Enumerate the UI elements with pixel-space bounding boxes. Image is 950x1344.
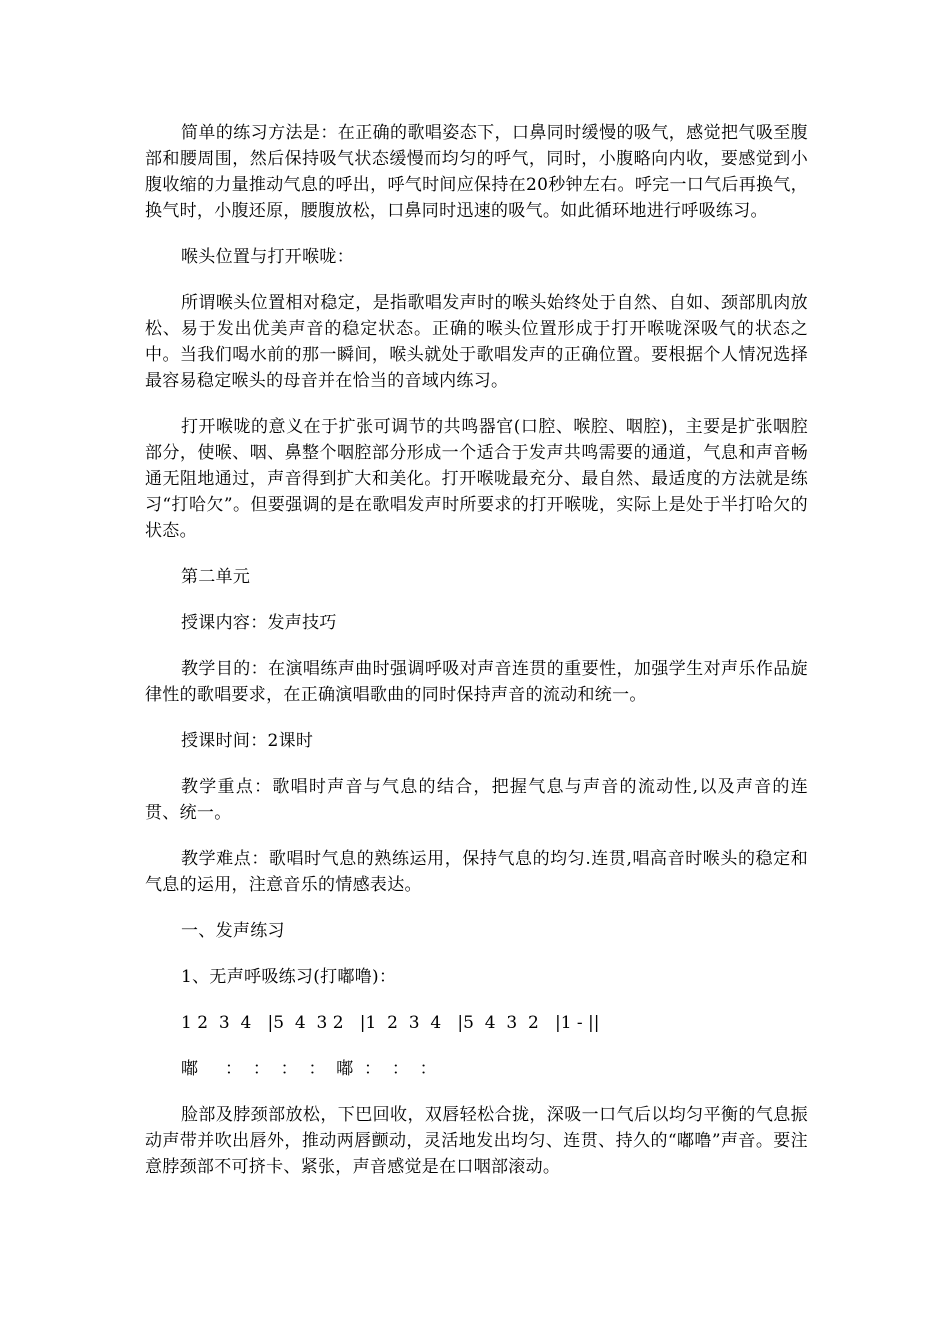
paragraph-lip-trill: 脸部及脖颈部放松，下巴回收，双唇轻松合拢，深吸一口气后以均匀平衡的气息振动声带并吹出唇外，推动两唇颤动，灵活地发出均匀、连贯、持久的“嘟噜”声音。要注意脖颈部不可挤卡、紧张，声音感觉是在口咽部滚动。 [145, 1105, 808, 1177]
notation-line: 1 2 3 4 |5 4 3 2 |1 2 3 4 |5 4 3 2 |1 - || [181, 1013, 600, 1033]
unit-heading: 第二单元 [181, 567, 251, 587]
exercise-heading: 1、无声呼吸练习(打嘟噜)： [181, 967, 397, 987]
teaching-objective: 教学目的：在演唱练声曲时强调呼吸对声音连贯的重要性，加强学生对声乐作品旋律性的歌唱要求，在正确演唱歌曲的同时保持声音的流动和统一。 [145, 659, 808, 705]
paragraph-larynx-position: 所谓喉头位置相对稳定，是指歌唱发声时的喉头始终处于自然、自如、颈部肌肉放松、易于发出优美声音的稳定状态。正确的喉头位置形成于打开喉咙深吸气的状态之中。当我们喝水前的那一瞬间，喉头就处于歌唱发声的正确位置。要根据个人情况选择最容易稳定喉头的母音并在恰当的音域内练习。 [145, 293, 808, 391]
course-duration: 授课时间：2课时 [181, 731, 314, 751]
paragraph-breathing-method: 简单的练习方法是：在正确的歌唱姿态下，口鼻同时缓慢的吸气，感觉把气吸至腹部和腰周围，然后保持吸气状态缓慢而均匀的呼气，同时，小腹略向内收，要感觉到小腹收缩的力量推动气息的呼出，呼气时间应保持在20秒钟左右。呼完一口气后再换气，换气时，小腹还原，腰腹放松，口鼻同时迅速的吸气。如此循环地进行呼吸练习。 [145, 123, 808, 221]
paragraph-larynx-heading: 喉头位置与打开喉咙： [181, 247, 354, 267]
teaching-focus: 教学重点：歌唱时声音与气息的结合，把握气息与声音的流动性,以及声音的连贯、统一。 [145, 777, 808, 823]
course-content: 授课内容：发声技巧 [181, 613, 337, 633]
lyric-line: 嘟 ： ： ： ： 嘟 ： ： ： [181, 1059, 437, 1079]
paragraph-open-throat: 打开喉咙的意义在于扩张可调节的共鸣器官(口腔、喉腔、咽腔)，主要是扩张咽腔部分，使喉、咽、鼻整个咽腔部分形成一个适合于发声共鸣需要的通道，气息和声音畅通无阻地通过，声音得到扩大和美化。打开喉咙最充分、最自然、最适度的方法就是练习“打哈欠”。但要强调的是在歌唱发声时所要求的打开喉咙，实际上是处于半打哈欠的状态。 [145, 417, 808, 541]
section-heading-vocal-practice: 一、发声练习 [181, 921, 285, 941]
teaching-difficulty: 教学难点：歌唱时气息的熟练运用，保持气息的均匀.连贯,唱高音时喉头的稳定和气息的运用，注意音乐的情感表达。 [145, 849, 808, 895]
